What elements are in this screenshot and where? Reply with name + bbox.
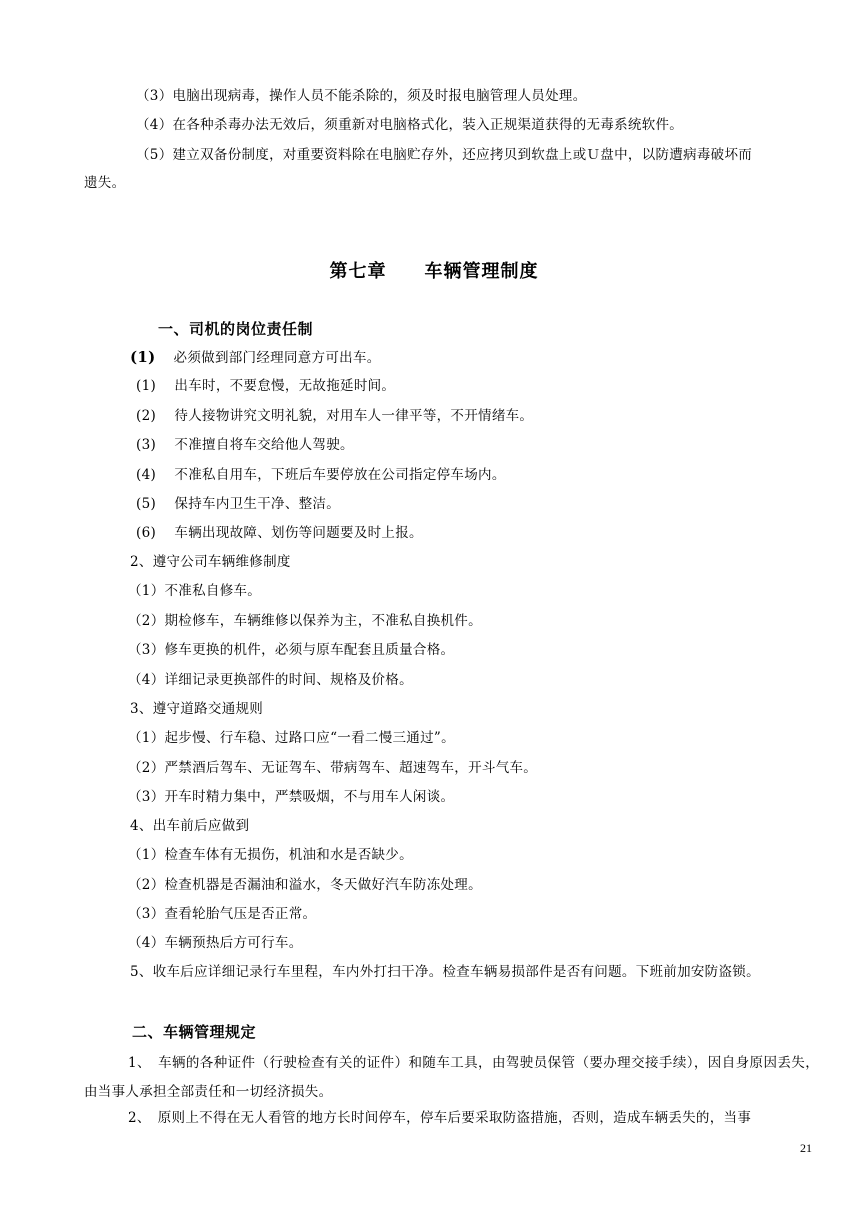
- duty-first-text: 必须做到部门经理同意方可出车。: [173, 350, 381, 366]
- traffic-item: （2）严禁酒后驾车、无证驾车、带病驾车、超速驾车，开斗气车。: [128, 760, 538, 776]
- precheck-item: （3）查看轮胎气压是否正常。: [128, 906, 317, 922]
- section-heading-driver-duties: 一、司机的岗位责任制: [158, 320, 314, 338]
- duty-first: [130, 347, 381, 368]
- repair-item: （2）期检修车，车辆维修以保养为主，不准私自换机件。: [128, 613, 482, 629]
- item-format-computer: （4）在各种杀毒办法无效后，须重新对电脑格式化，装入正规渠道获得的无毒系统软件。: [136, 117, 684, 133]
- chapter-heading: [0, 257, 868, 283]
- sub-heading-precheck: 4、出车前后应做到: [130, 818, 250, 834]
- traffic-item: （3）开车时精力集中，严禁吸烟，不与用车人闲谈。: [128, 789, 455, 805]
- duty-item: (2) 待人接物讲究文明礼貌，对用车人一律平等，不开情绪车。: [136, 408, 534, 424]
- sub-heading-traffic: 3、遵守道路交通规则: [130, 701, 264, 717]
- precheck-item: （4）车辆预热后方可行车。: [128, 935, 303, 951]
- rule-paragraph-1: 1、 车辆的各种证件（行驶检查有关的证件）和随车工具，由驾驶员保管（要办理交接手续），因自身原因丢失，由当事人承担全部责任和一切经济损失。: [84, 1055, 819, 1100]
- page-number: 21: [800, 1141, 812, 1155]
- item-virus-report: （3）电脑出现病毒，操作人员不能杀除的，须及时报电脑管理人员处理。: [136, 88, 587, 104]
- item-backup-system-cont: 遗失。: [84, 175, 126, 191]
- repair-item: （4）详细记录更换部件的时间、规格及价格。: [128, 672, 413, 688]
- duty-item: (3) 不准擅自将车交给他人驾驶。: [136, 437, 354, 453]
- sub-item-return: 5、收车后应详细记录行车里程，车内外打扫干净。检查车辆易损部件是否有问题。下班前加安防盗锁。: [130, 964, 760, 980]
- section-heading-vehicle-rules: 二、车辆管理规定: [132, 1023, 257, 1041]
- traffic-item: （1）起步慢、行车稳、过路口应“一看二慢三通过”。: [128, 730, 455, 746]
- chapter-number: 第七章: [329, 261, 387, 282]
- duty-first-number: (1): [130, 348, 156, 366]
- duty-item: (1) 出车时，不要怠慢，无故拖延时间。: [136, 378, 396, 394]
- duty-item: (5) 保持车内卫生干净、整洁。: [136, 496, 341, 512]
- item-backup-system: （5）建立双备份制度，对重要资料除在电脑贮存外，还应拷贝到软盘上或Ｕ盘中，以防遭病毒破坏而: [136, 147, 753, 163]
- duty-item: (4) 不准私自用车，下班后车要停放在公司指定停车场内。: [136, 467, 506, 483]
- precheck-item: （1）检查车体有无损伤，机油和水是否缺少。: [128, 847, 413, 863]
- repair-item: （1）不准私自修车。: [128, 583, 262, 599]
- rule-paragraph-2: 2、 原则上不得在无人看管的地方长时间停车，停车后要采取防盗措施，否则，造成车辆丢失的，当事: [128, 1110, 752, 1126]
- chapter-title: 车辆管理制度: [424, 261, 539, 282]
- sub-heading-repair: 2、遵守公司车辆维修制度: [130, 554, 291, 570]
- repair-item: （3）修车更换的机件，必须与原车配套且质量合格。: [128, 642, 455, 658]
- precheck-item: （2）检查机器是否漏油和溢水，冬天做好汽车防冻处理。: [128, 877, 482, 893]
- duty-item: (6) 车辆出现故障、划伤等问题要及时上报。: [136, 525, 423, 541]
